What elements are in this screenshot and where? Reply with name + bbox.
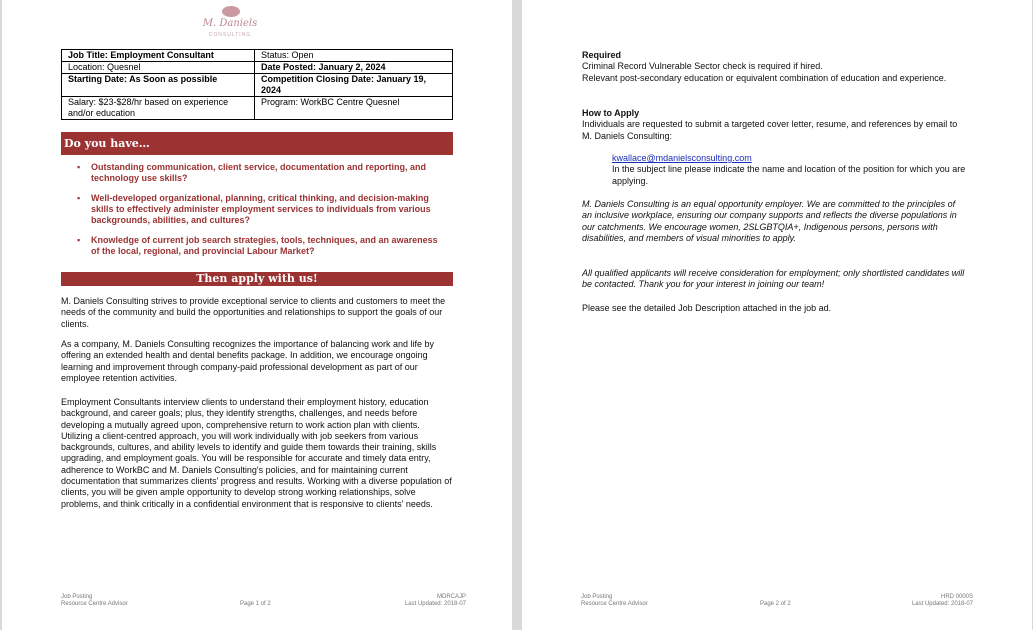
footer-updated: Last Updated: 2018-07 — [404, 601, 466, 607]
footer-doc-role: Resource Centre Advisor — [61, 601, 128, 607]
email-block — [612, 153, 967, 187]
footer-right — [902, 594, 973, 608]
starting-date-cell: Starting Date: As Soon as possible — [62, 74, 255, 97]
how-to-apply-heading: How to Apply — [582, 108, 640, 118]
logo-script: M. Daniels — [202, 18, 258, 29]
required-heading: Required — [582, 50, 622, 60]
footer-page-number: Page 1 of 2 — [240, 601, 271, 607]
footer-left — [581, 594, 648, 608]
job-title-cell: Job Title: Employment Consultant — [62, 50, 255, 62]
footer-updated: Last Updated: 2018-07 — [911, 601, 973, 607]
page-2 — [522, 0, 1032, 630]
apply-heading: Then apply with us! — [61, 272, 453, 286]
job-info-table — [61, 49, 453, 120]
date-posted-cell: Date Posted: January 2, 2024 — [255, 62, 453, 74]
logo-subtitle: CONSULTING — [208, 32, 252, 38]
footer-right — [382, 594, 466, 608]
required-line-1: Criminal Record Vulnerable Sector check is required if hired. — [582, 61, 823, 72]
qualified-applicants-note: All qualified applicants will receive consideration for employment; only shortlisted candidates will be contacted. Thank you for your interest in joining our team! — [582, 268, 965, 290]
program-cell: Program: WorkBC Centre Quesnel — [255, 97, 453, 120]
paragraph-duties: Employment Consultants interview clients to understand their employment history, education background, and career goals; plus, they identify strengths, challenges, and needs before developing a mutually agreed upon, comprehensive return to work action plan with clients. Utilizing a client-centred approach, you will work individually with job seekers from various backgrounds, cultures, and ability levels to identify and guide them towards their training, skills upgrading, and employment goals. You will be responsible for accurate and timely data entry, adherence to WorkBC and M. Daniels Consulting's policies, and for maintaining current documentation that summarizes clients' progress and results. Working with a diverse population of clients, you will be given ample opportunity to develop strong working relationships, solve problems, and think critically in a confidential environment that is responsive to clients' needs. — [61, 397, 452, 509]
equal-opportunity-statement: M. Daniels Consulting is an equal opportunity employer. We are committed to the principles of an inclusive workplace, ensuring our company supports and reflects the diverse populations in our catchments. We encourage women, 2SLGBTQIA+, Indigenous persons, persons with disabilities, and members of visual minorities to apply. — [582, 199, 957, 243]
footer-doc-type: Job Posting — [581, 594, 613, 600]
do-you-have-heading: Do you have… — [61, 132, 453, 155]
logo-mark — [222, 6, 240, 17]
footer-left — [61, 594, 128, 608]
subject-instructions: In the subject line please indicate the name and location of the position for which you are applying. — [612, 164, 966, 186]
footer-doc-role: Resource Centre Advisor — [581, 601, 648, 607]
footer-page-number: Page 2 of 2 — [760, 601, 791, 607]
list-item: ▪ Knowledge of current job search strategies, tools, techniques, and an awareness of the local, regional, and provincial Labour Market? — [77, 235, 447, 257]
list-item: ▪ Well-developed organizational, planning, critical thinking, and decision-making skills to effectively administer employment services to individuals from various backgrounds, abilities, and cultures? — [77, 193, 447, 226]
location-cell: Location: Quesnel — [62, 62, 255, 74]
how-to-apply-section — [582, 108, 967, 142]
paragraph-benefits: As a company, M. Daniels Consulting recognizes the importance of balancing work and life by offering an extended health and dental benefits package. In addition, we encourage ongoing learning and improvement through company-paid professional development as part of our employee retention activities. — [61, 339, 435, 383]
company-logo — [195, 4, 265, 42]
email-link[interactable]: kwallace@mdanielsconsulting.com — [612, 153, 752, 163]
status-cell: Status: Open — [255, 50, 453, 62]
required-line-2: Relevant post-secondary education or equivalent combination of education and experience. — [582, 72, 947, 83]
list-item: ▪ Outstanding communication, client service, documentation and reporting, and technology use skills? — [77, 162, 447, 184]
how-to-apply-text: Individuals are requested to submit a targeted cover letter, resume, and references by email to M. Daniels Consulting: — [582, 119, 958, 141]
page-1 — [2, 0, 512, 630]
footer-code: HRD 0000S — [940, 594, 973, 600]
salary-cell: Salary: $23-$28/hr based on experience and/or education — [62, 97, 255, 120]
footer-doc-type: Job Posting — [61, 594, 93, 600]
qualifications-list — [77, 162, 447, 266]
paragraph-intro: M. Daniels Consulting strives to provide exceptional service to clients and customers to meet the needs of the community and build the opportunities and relationships to support the goals of our clients. — [61, 296, 446, 329]
detailed-description-note: Please see the detailed Job Description attached in the job ad. — [582, 303, 832, 313]
footer-code: MDRCAJP — [436, 594, 466, 600]
closing-date-cell: Competition Closing Date: January 19, 2024 — [255, 74, 453, 97]
required-section — [582, 50, 967, 84]
